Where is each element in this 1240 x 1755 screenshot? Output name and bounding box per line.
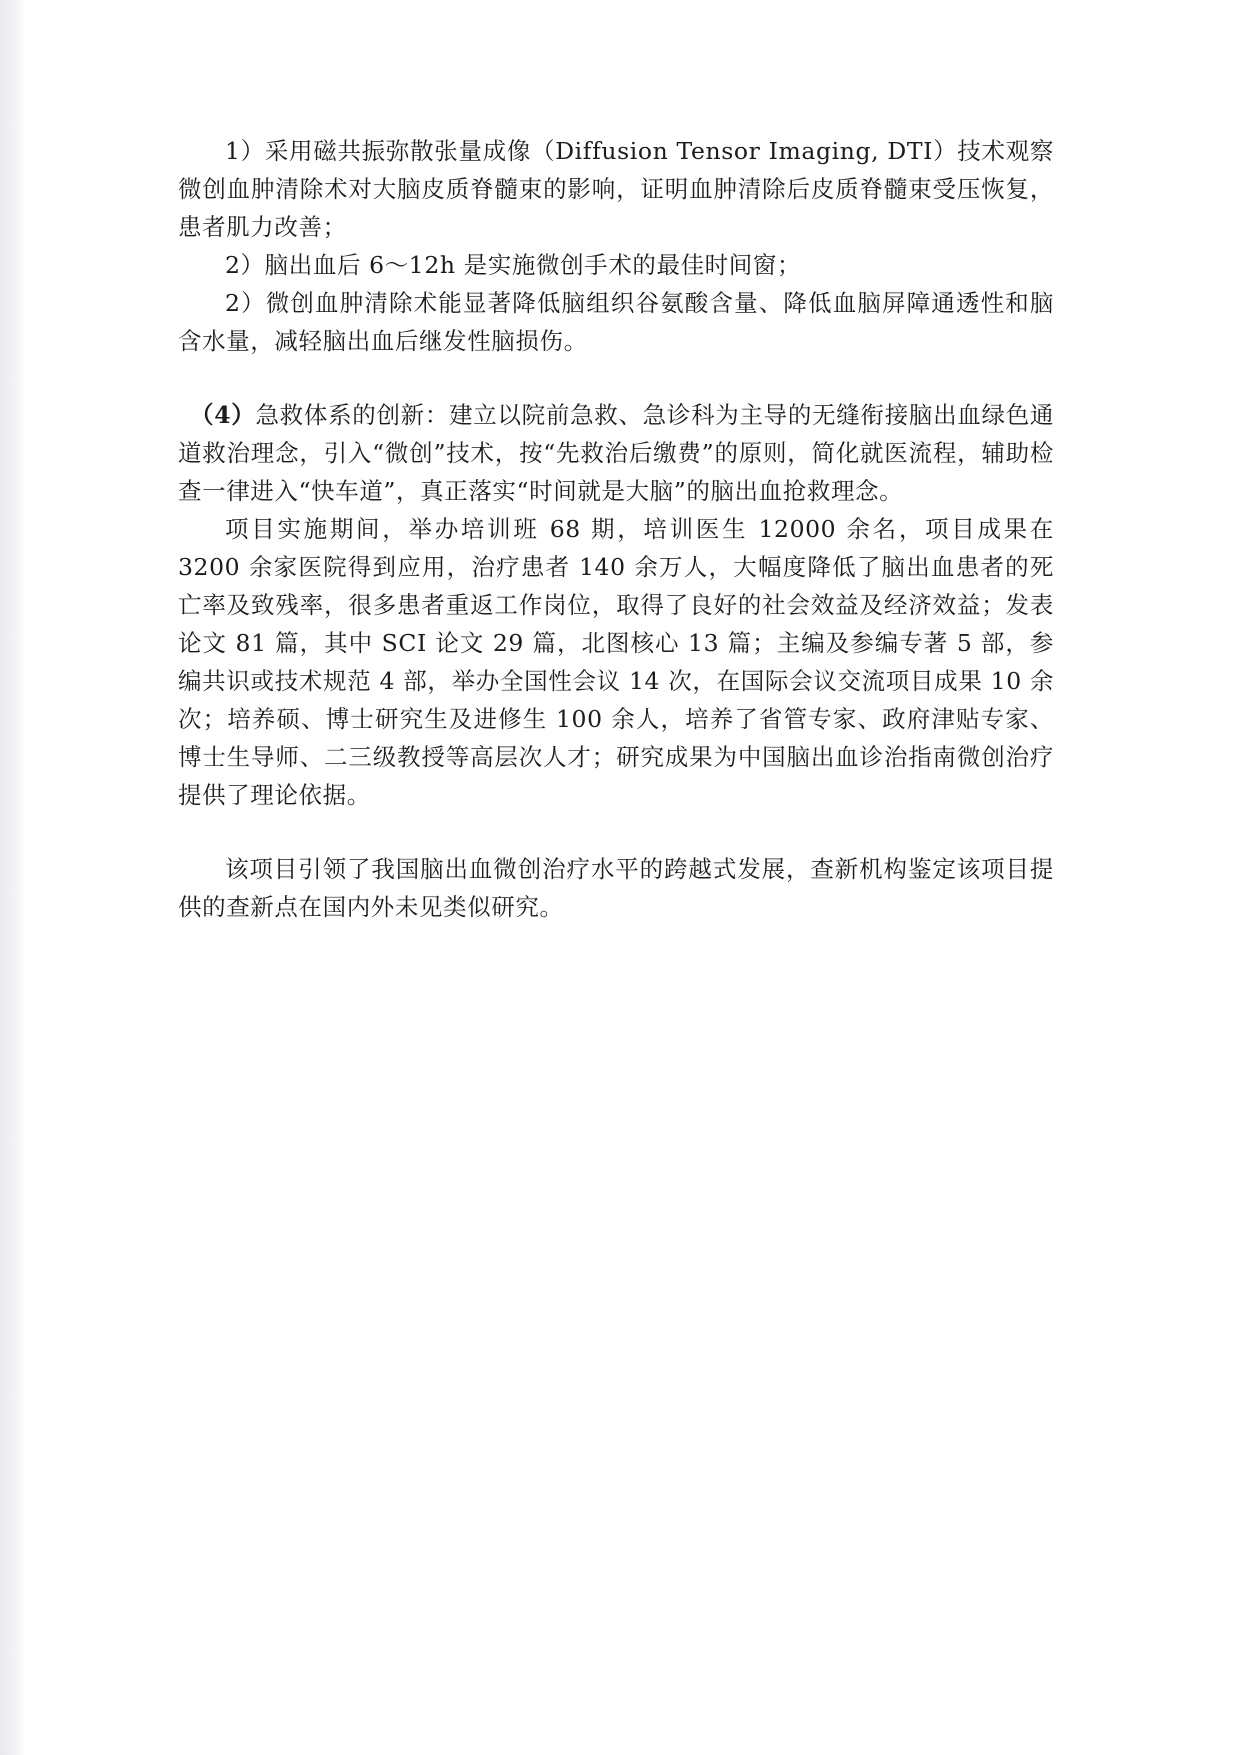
list-item-dti: 1）采用磁共振弥散张量成像（Diffusion Tensor Imaging, DTI）技术观察微创血肿清除术对大脑皮质脊髓束的影响，证明血肿清除后皮质脊髓束受压恢复，患者肌力改善； <box>178 137 1054 241</box>
paragraph-gap <box>178 814 1054 850</box>
achievements-paragraph: 项目实施期间，举办培训班 68 期，培训医生 12000 余名，项目成果在 3200 余家医院得到应用，治疗患者 140 余万人，大幅度降低了脑出血患者的死亡率及致残率，很多患者重返工作岗位，取得了良好的社会效益及经济效益；发表论文 81 篇，其中 SCI 论文 29 篇，北图核心 13 篇；主编及参编专著 5 部，参编共识或技术规范 4 部，举办全国性会议 14 次，在国际会议交流项目成果 10 余次；培养硕、博士研究生及进修生 100 余人，培养了省管专家、政府津贴专家、博士生导师、二三级教授等高层次人才；研究成果为中国脑出血诊治指南微创治疗提供了理论依据。 <box>178 515 1054 809</box>
list-item-glutamate: 2）微创血肿清除术能显著降低脑组织谷氨酸含量、降低血脑屏障通透性和脑含水量，减轻脑出血后继发性脑损伤。 <box>178 289 1054 355</box>
section-4-text: 急救体系的创新：建立以院前急救、急诊科为主导的无缝衔接脑出血绿色通道救治理念，引入“微创”技术，按“先救治后缴费”的原则，简化就医流程，辅助检查一律进入“快车道”，真正落实“时间就是大脑”的脑出血抢救理念。 <box>178 401 1054 505</box>
conclusion-paragraph: 该项目引领了我国脑出血微创治疗水平的跨越式发展，查新机构鉴定该项目提供的查新点在国内外未见类似研究。 <box>178 855 1054 921</box>
scan-left-edge <box>0 0 26 1755</box>
paragraph-gap <box>178 360 1054 396</box>
section-4-label: （4） <box>190 401 256 429</box>
section-4-paragraph <box>178 396 1054 510</box>
document-body <box>178 132 1054 926</box>
list-item-time-window: 2）脑出血后 6～12h 是实施微创手术的最佳时间窗； <box>225 251 802 279</box>
